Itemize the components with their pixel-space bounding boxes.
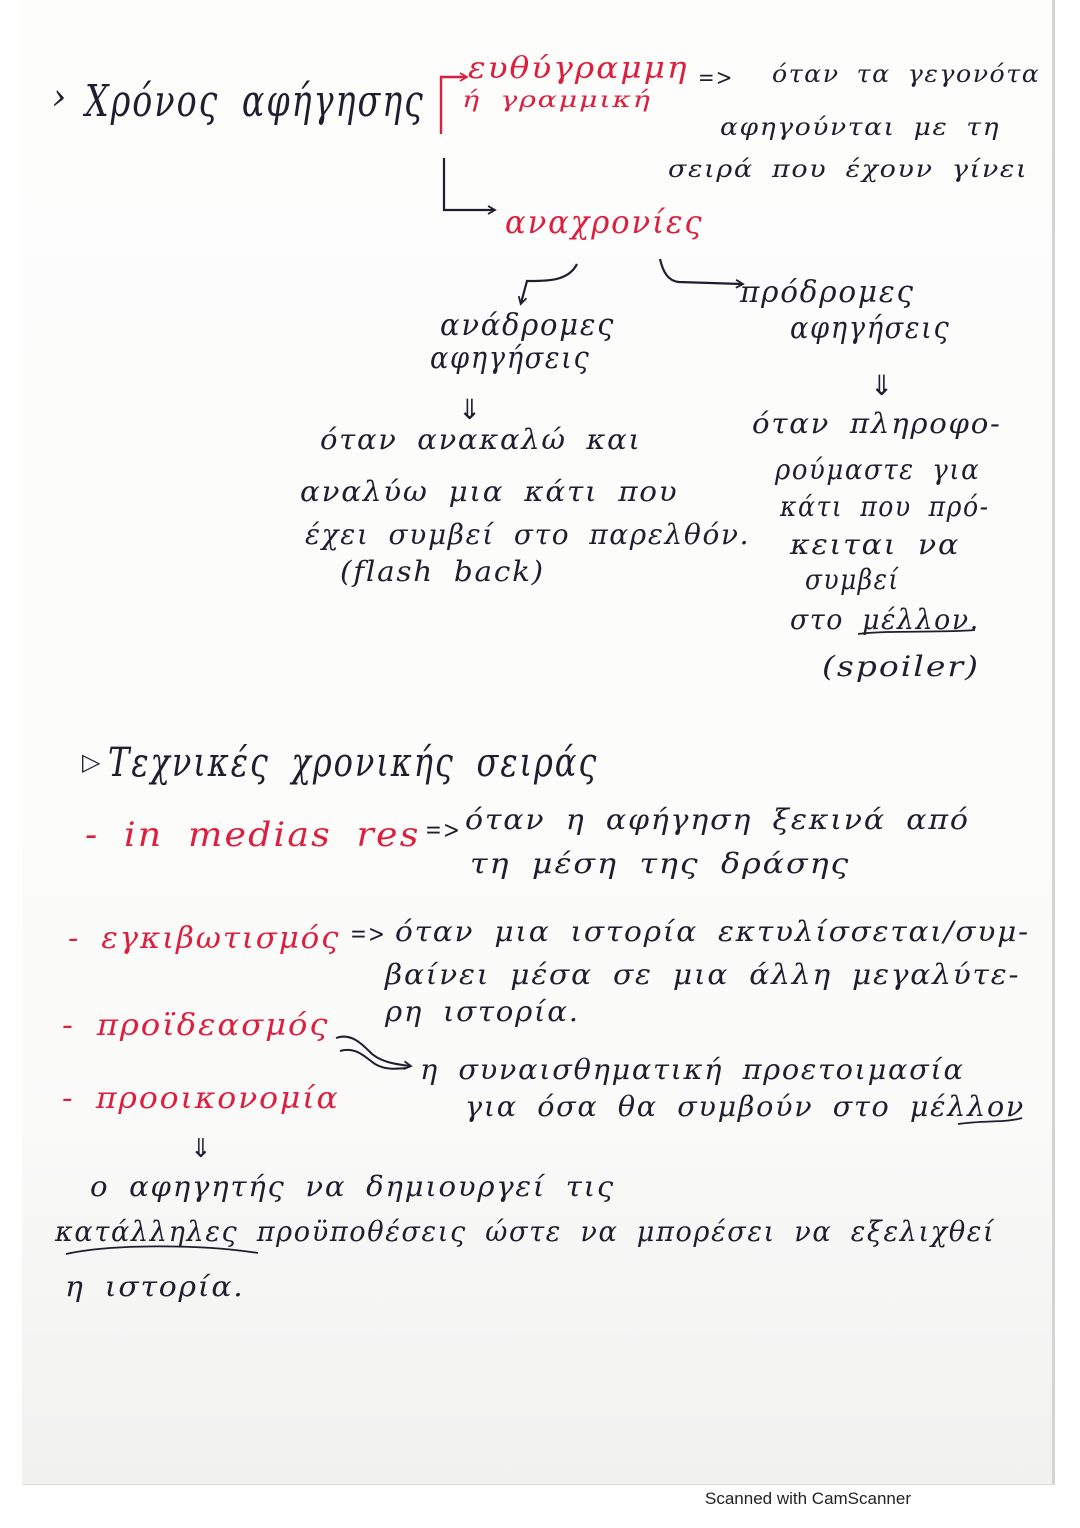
technique-definition-line: ρη ιστορία.: [385, 995, 580, 1028]
prolepsis-definition-line: συμβεί: [805, 563, 900, 596]
technique-definition-line: όταν η αφήγηση ξεκινά από: [465, 803, 970, 836]
foreshadowing-explanation-line: κατάλληλες προϋποθέσεις ώστε να μπορέσει να εξελιχθεί: [55, 1215, 996, 1248]
analepsis-definition-line: όταν ανακαλώ και: [320, 423, 642, 456]
prolepsis-title-line: αφηγήσεις: [790, 311, 951, 346]
section-title-narrative-time: Χρόνος αφήγησης: [85, 76, 425, 127]
prolepsis-definition-line: όταν πληροφο-: [752, 407, 1002, 440]
section-bullet: ›: [52, 77, 69, 118]
prolepsis-down-arrow: ⇓: [870, 369, 894, 402]
technique-term: - εγκιβωτισμός: [68, 921, 341, 956]
section-triangle-bullet: ▷: [82, 748, 101, 776]
technique-term: - προοικονομία: [62, 1081, 340, 1116]
technique-definition-line: βαίνει μέσα σε μια άλλη μεγαλύτε-: [385, 958, 1021, 991]
technique-arrow: =>: [425, 816, 462, 844]
section-title-techniques: Τεχνικές χρονικής σειράς: [108, 740, 599, 786]
foreshadowing-down-arrow: ⇓: [190, 1134, 212, 1164]
linear-definition-line: όταν τα γεγονότα: [772, 60, 1041, 88]
prolepsis-definition-line: κάτι που πρό-: [780, 490, 990, 523]
linear-definition-line: αφηγούνται με τη: [720, 113, 1001, 141]
anachronies-label: αναχρονίες: [505, 203, 704, 241]
scanner-watermark: Scanned with CamScanner: [705, 1489, 912, 1508]
prolepsis-title-line: πρόδρομες: [740, 275, 915, 310]
technique-definition-line: για όσα θα συμβούν στο μέλλον: [465, 1090, 1026, 1123]
foreshadowing-explanation-line: η ιστορία.: [65, 1270, 245, 1303]
analepsis-title-line: ανάδρομες: [440, 308, 616, 343]
analepsis-definition-line: αναλύω μια κάτι που: [300, 475, 679, 508]
analepsis-title-line: αφηγήσεις: [430, 341, 591, 376]
prolepsis-definition-line: ρούμαστε για: [775, 453, 981, 486]
linear-alt-label: ή γραμμική: [462, 88, 652, 113]
linear-definition-line: σειρά που έχουν γίνει: [668, 155, 1029, 183]
technique-definition-line: η συναισθηματική προετοιμασία: [420, 1053, 965, 1086]
analepsis-down-arrow: ⇓: [458, 393, 482, 426]
technique-arrow: =>: [350, 920, 387, 948]
technique-term: - προϊδεασμός: [62, 1008, 330, 1043]
prolepsis-definition-line: στο μέλλον.: [790, 603, 980, 636]
prolepsis-english-term: (spoiler): [822, 650, 980, 683]
technique-definition-line: όταν μια ιστορία εκτυλίσσεται/συμ-: [395, 915, 1030, 948]
technique-term: - in medias res: [85, 815, 421, 855]
foreshadowing-explanation-line: ο αφηγητής να δημιουργεί τις: [90, 1170, 615, 1203]
analepsis-english-term: (flash back): [340, 555, 545, 588]
analepsis-definition-line: έχει συμβεί στο παρελθόν.: [305, 518, 751, 551]
technique-definition-line: τη μέση της δράσης: [470, 847, 851, 880]
linear-arrow: =>: [698, 66, 734, 91]
prolepsis-definition-line: κειται να: [790, 528, 961, 561]
linear-label: ευθύγραμμη: [468, 51, 689, 86]
